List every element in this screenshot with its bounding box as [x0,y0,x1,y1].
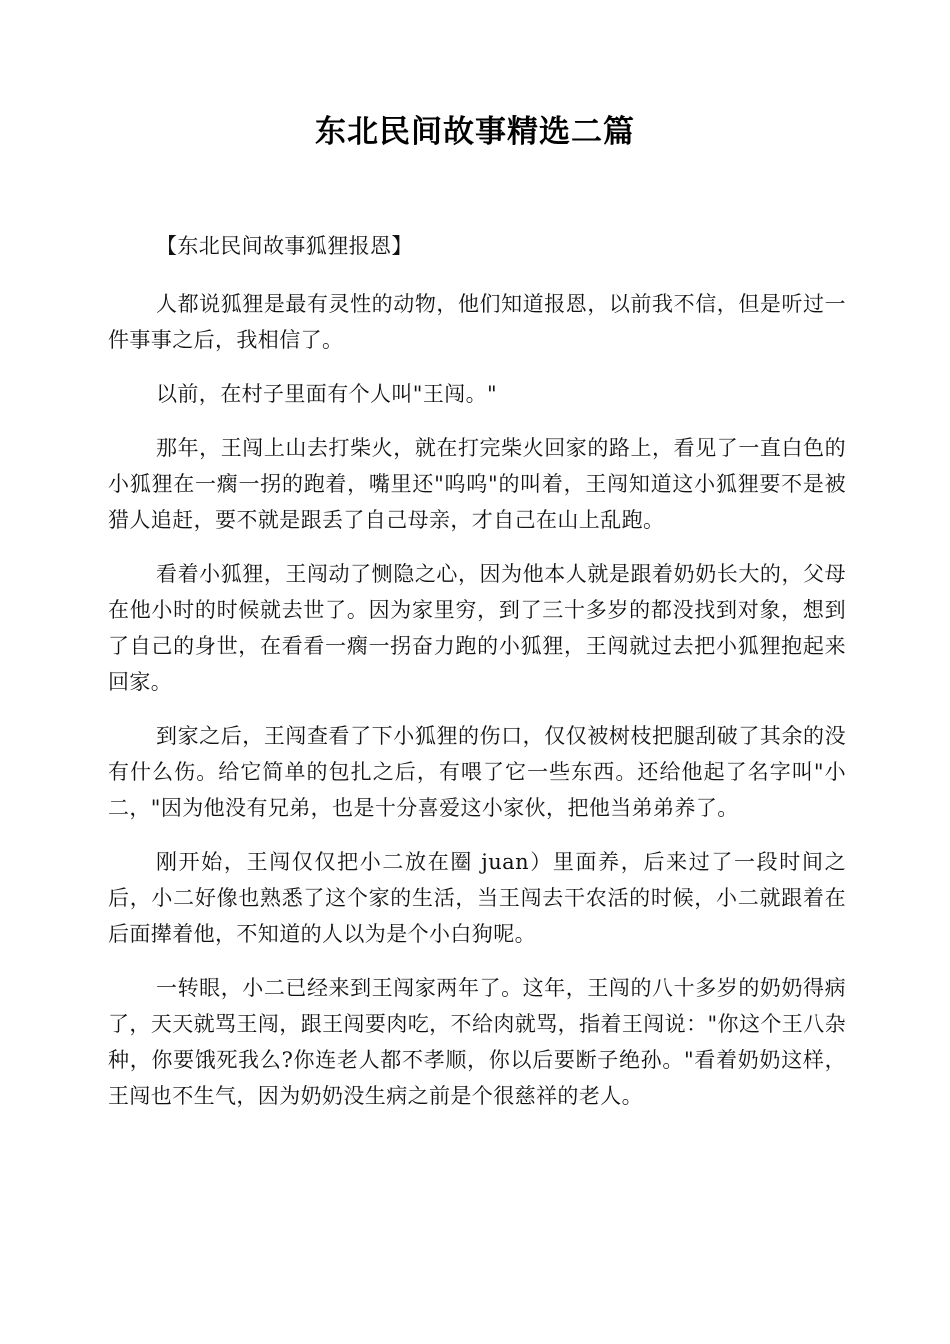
section-heading: 【东北民间故事狐狸报恩】 [156,234,413,258]
paragraph: 人都说狐狸是最有灵性的动物，他们知道报恩，以前我不信，但是听过一件事事之后，我相信了。 [108,292,846,352]
paragraph: 一转眼，小二已经来到王闯家两年了。这年，王闯的八十多岁的奶奶得病了，天天就骂王闯，跟王闯要肉吃，不给肉就骂，指着王闯说："你这个王八杂种，你要饿死我么?你连老人都不孝顺，你以后要断子绝孙。"看着奶奶这样，王闯也不生气，因为奶奶没生病之前是个很慈祥的老人。 [108,976,846,1108]
paragraph: 那年，王闯上山去打柴火，就在打完柴火回家的路上，看见了一直白色的小狐狸在一瘸一拐的跑着，嘴里还"呜呜"的叫着，王闯知道这小狐狸要不是被猎人追赶，要不就是跟丢了自己母亲，才自己在山上乱跑。 [108,436,846,532]
paragraph: 以前，在村子里面有个人叫"王闯。" [156,382,498,406]
document-title: 东北民间故事精选二篇 [315,114,635,150]
document-body [108,228,846,1132]
paragraph: 看着小狐狸，王闯动了恻隐之心，因为他本人就是跟着奶奶长大的，父母在他小时的时候就去世了。因为家里穷，到了三十多岁的都没找到对象，想到了自己的身世，在看看一瘸一拐奋力跑的小狐狸，王闯就过去把小狐狸抱起来回家。 [108,562,846,694]
paragraph: 刚开始，王闯仅仅把小二放在圈 juan）里面养，后来过了一段时间之后，小二好像也熟悉了这个家的生活，当王闯去干农活的时候，小二就跟着在后面撵着他，不知道的人以为是个小白狗呢。 [108,850,846,946]
paragraph: 到家之后，王闯查看了下小狐狸的伤口，仅仅被树枝把腿刮破了其余的没有什么伤。给它简单的包扎之后，有喂了它一些东西。还给他起了名字叫"小二，"因为他没有兄弟，也是十分喜爱这小家伙，把他当弟弟养了。 [108,724,846,820]
